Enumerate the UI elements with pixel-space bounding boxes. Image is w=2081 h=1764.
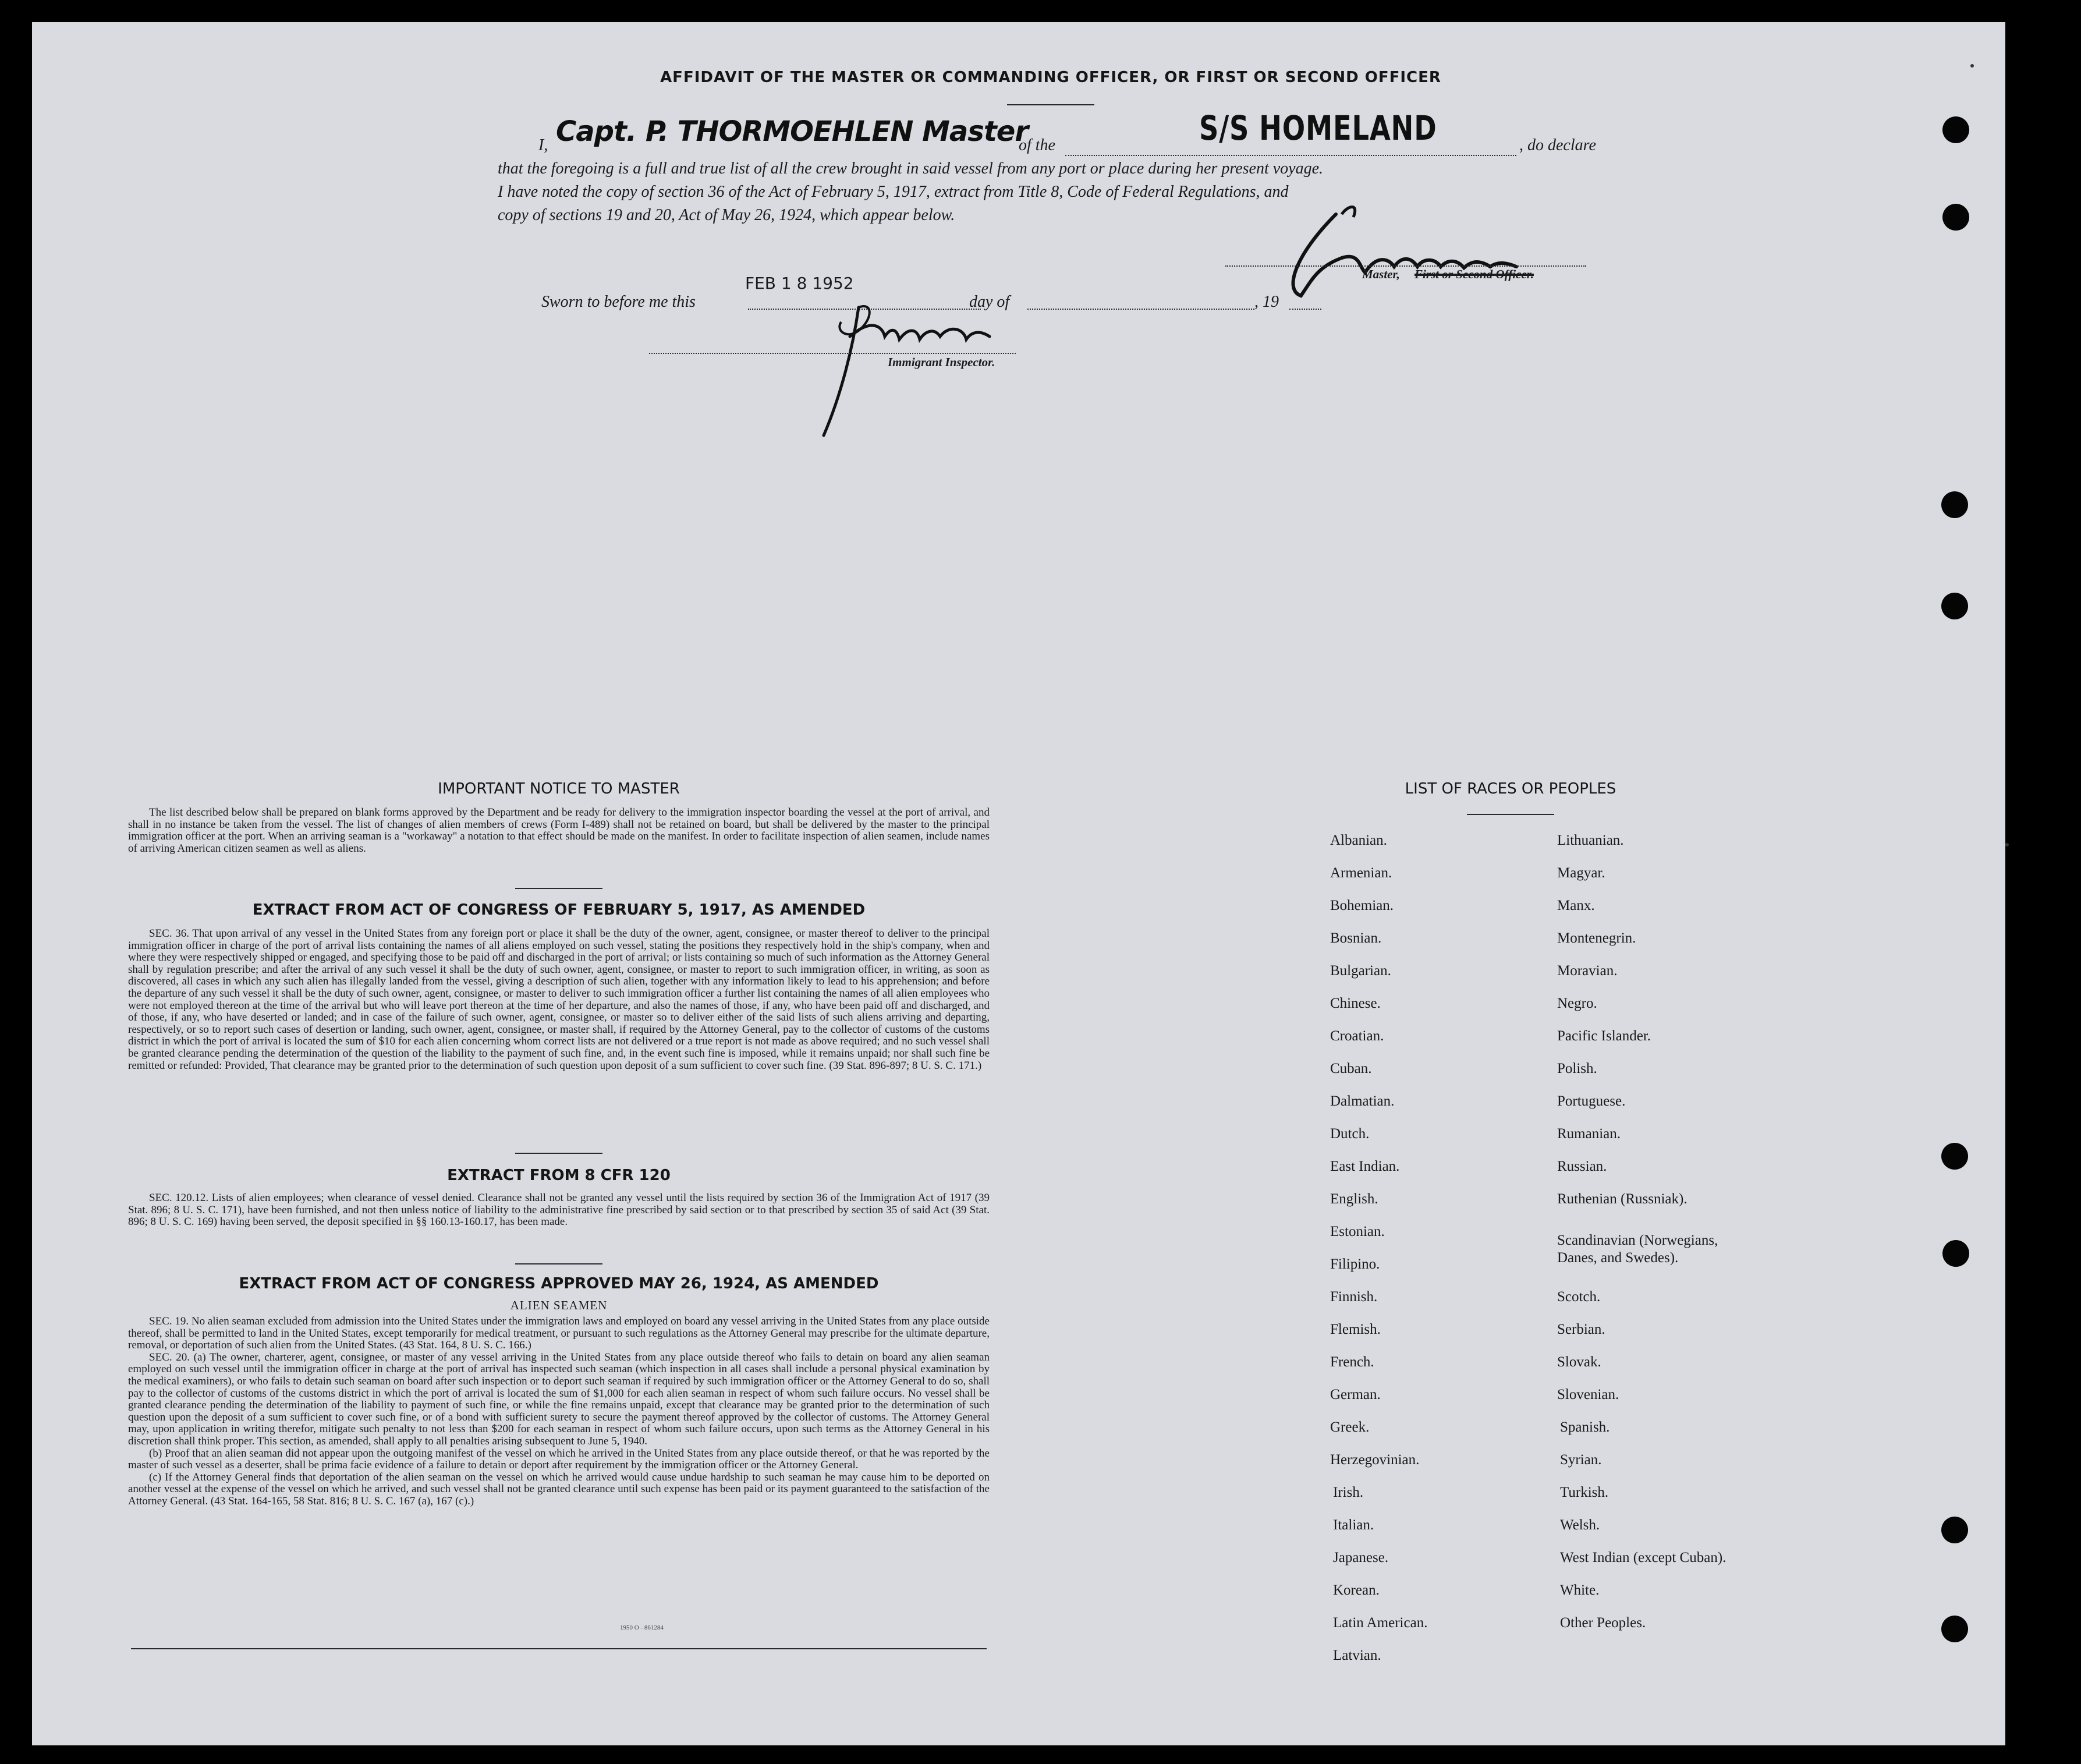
master-signature-line (1225, 265, 1586, 267)
races-rule (1467, 814, 1554, 815)
prefix-i: I, (538, 136, 548, 154)
binder-hole (1941, 1143, 1968, 1170)
print-code: 1950 O - 861284 (620, 1624, 664, 1631)
binder-hole (1942, 204, 1969, 231)
race-right: Turkish. (1560, 1485, 1609, 1500)
extract-1917-rule (515, 1153, 602, 1154)
extract-1917-text (128, 928, 990, 1072)
race-right: Scandinavian (Norwegians, Danes, and Swedes). (1557, 1232, 1718, 1266)
sec-36-paragraph: SEC. 36. That upon arrival of any vessel in the United States from any foreign port or place it shall be the duty of the owner, agent, consignee, or master thereof to deliver to the principal immigration officer in charge of the port of arrival lists containing the names of all aliens employed on such vessel, stating the positions they respectively hold in the ship's company, when and where they were respectively shipped or engaged, and specifying those to be paid off and discharged in the port of arrival; or lists containing so much of such information as the Attorney General shall by regulation prescribe; and after the arrival of any such vessel it shall be the duty of such owner, agent, consignee, or master to report to such immigration officer, in writing, as soon as discovered, all cases in which any such alien has illegally landed from the vessel, giving a description of such alien, together with any information likely to lead to his apprehension; and before the departure of any such vessel it shall be the duty of such owner, agent, consignee, or master to deliver to such immigration officer a further list containing the names of all alien employees who were not employed thereon at the time of the arrival but who will leave port thereon at the time of her departure, and also the names of those, if any, who have been paid off and discharged, and of those, if any, who have deserted or landed; and in case of the failure of such owner, agent, consignee, or master so to deliver either of the said lists of such aliens arriving and departing, respectively, or so to report such cases of desertion or landing, such owner, agent, consignee, or master shall, if required by the Attorney General, pay to the collector of customs of the customs district in which the port of arrival is located the sum of $10 for each alien concerning whom correct lists are not delivered or a true report is not made as above required; and no such vessel shall be granted clearance pending the determination of the question of the liability to the payment of such fine, and, in the event such fine is imposed, while it remains unpaid; nor shall such fine be remitted or refunded: Provided, That clearance may be granted prior to the determination of such question upon deposit of a sum sufficient to cover such fine. (39 Stat. 896-897; 8 U. S. C. 171.) (128, 927, 990, 1072)
document-page (32, 22, 2005, 1745)
sec-20a-paragraph: SEC. 20. (a) The owner, charterer, agent, consignee, or master of any vessel arriving in the United States from any place outside thereof who fails to detain on board any alien seaman employed on such vessel until the immigration officer in charge at the port of arrival has inspected such seaman (which inspection in all cases shall include a personal physical examination by the medical examiners), or who fails to detain such seaman on board after such inspection or to deport such seaman if required by such immigration officer or the Attorney General to do so, shall pay to the collector of customs of the customs district in which the port of arrival is located the sum of $1,000 for each alien seaman in respect of whom such failure occurs. No vessel shall be granted clearance pending the determination of the liability to payment of such fine, or while the fine remains unpaid, except that clearance may be granted prior to the determination of such question upon the deposit of a sum sufficient to cover such fine, or of a bond with sufficient surety to secure the payment thereof approved by the collector of customs. The Attorney General may, upon application in writing therefor, mitigate such penalty to not less than $200 for each seaman in respect of whom such failure occurs, upon such terms as the Attorney General in his discretion shall think proper. This section, as amended, shall apply to all penalties arising subsequent to June 5, 1940. (128, 1351, 990, 1447)
paper-speck (2005, 843, 2009, 846)
notice-rule (515, 888, 602, 889)
race-left: Latin American. (1333, 1615, 1428, 1631)
cfr-rule (515, 1263, 602, 1264)
binder-hole (1942, 116, 1969, 143)
extract-1924-text (128, 1316, 990, 1508)
affidavit-line-2: that the foregoing is a full and true list of all the crew brought in said vessel from any port or place during her present voyage. (498, 160, 1324, 178)
affidavit-line-4: copy of sections 19 and 20, Act of May 26, 1924, which appear below. (498, 206, 955, 224)
race-right: Slovenian. (1557, 1387, 1619, 1402)
race-left: Greek. (1330, 1419, 1370, 1435)
year-prefix-label: , 19 (1254, 293, 1279, 311)
notice-text (128, 807, 990, 855)
race-right: Spanish. (1560, 1419, 1610, 1435)
race-right: Moravian. (1557, 963, 1618, 979)
race-left: Irish. (1333, 1485, 1364, 1500)
cfr-text (128, 1192, 990, 1228)
race-left: Bosnian. (1330, 930, 1382, 946)
do-declare-label: , do declare (1519, 136, 1596, 154)
race-left: English. (1330, 1191, 1378, 1207)
extract-1924-title: EXTRACT FROM ACT OF CONGRESS APPROVED MAY 26, 1924, AS AMENDED (239, 1275, 879, 1292)
affidavit-title: AFFIDAVIT OF THE MASTER OR COMMANDING OFFICER, OR FIRST OR SECOND OFFICER (660, 69, 1441, 86)
race-right: Slovak. (1557, 1354, 1601, 1370)
inspector-signature (771, 296, 1039, 447)
race-left: Italian. (1333, 1517, 1374, 1533)
race-left: Latvian. (1333, 1648, 1381, 1663)
race-left: Bulgarian. (1330, 963, 1391, 979)
vessel-name-line (1065, 155, 1516, 156)
race-right: Montenegrin. (1557, 930, 1636, 946)
race-right: Portuguese. (1557, 1093, 1626, 1109)
race-left: Dalmatian. (1330, 1093, 1395, 1109)
race-left: French. (1330, 1354, 1374, 1370)
race-left: Albanian. (1330, 833, 1387, 848)
sworn-label: Sworn to before me this (541, 293, 696, 311)
binder-hole (1942, 1240, 1969, 1267)
sworn-year-line (1289, 309, 1321, 310)
race-right: Manx. (1557, 898, 1595, 913)
vessel-name: S/S HOMELAND (1199, 108, 1437, 148)
alien-seamen-subtitle: ALIEN SEAMEN (510, 1298, 608, 1312)
cfr-title: EXTRACT FROM 8 CFR 120 (447, 1167, 671, 1184)
sec-20c-paragraph: (c) If the Attorney General finds that deportation of the alien seaman on the vessel on which he arrived would cause undue hardship to such seaman he may cause him to be deported on another vessel at the expense of the vessel on which he arrived, and such vessel shall not be granted clearance until such expense has been paid or its payment guaranteed to the satisfaction of the Attorney General. (43 Stat. 164-165, 58 Stat. 816; 8 U. S. C. 167 (a), 167 (c).) (128, 1471, 990, 1507)
struck-officer-label: First or Second Officer. (1414, 267, 1534, 281)
race-right: Welsh. (1560, 1517, 1600, 1533)
race-right: West Indian (except Cuban). (1560, 1550, 1727, 1565)
race-left: Finnish. (1330, 1289, 1378, 1305)
affidavit-line-3: I have noted the copy of section 36 of the Act of February 5, 1917, extract from Title 8, Code of Federal Regulations, and (498, 183, 1289, 201)
race-right: Negro. (1557, 996, 1597, 1011)
race-right: Pacific Islander. (1557, 1028, 1651, 1044)
notice-paragraph: The list described below shall be prepared on blank forms approved by the Department and be ready for delivery to the immigration inspector boarding the vessel at the port of arrival, and shall in no instance be taken from the vessel. The list of changes of alien members of crews (Form I-489) shall not be retained on board, but shall be delivered by the master to the principal immigration officer at the port. When an arriving seaman is a "workaway" a notation to that effect should be made on the manifest. In order to facilitate inspection of alien seamen, include names of arriving American citizen seamen as well as aliens. (128, 806, 990, 855)
race-left: Flemish. (1330, 1322, 1381, 1337)
race-right: Magyar. (1557, 865, 1605, 881)
race-left: Korean. (1333, 1582, 1380, 1598)
binder-hole (1941, 1616, 1968, 1642)
race-left: Bohemian. (1330, 898, 1394, 913)
race-left: East Indian. (1330, 1159, 1400, 1174)
notice-title: IMPORTANT NOTICE TO MASTER (438, 780, 680, 798)
day-of-label: day of (969, 293, 1010, 311)
race-left: Filipino. (1330, 1256, 1380, 1272)
sworn-month-line (1027, 309, 1254, 310)
race-right: Syrian. (1560, 1452, 1602, 1468)
race-left: Armenian. (1330, 865, 1392, 881)
title-rule (1007, 104, 1094, 105)
race-left: Dutch. (1330, 1126, 1370, 1142)
race-right: White. (1560, 1582, 1600, 1598)
inspector-signature-line (649, 353, 1016, 354)
handwritten-master-name: Capt. P. THORMOEHLEN Master (556, 115, 1028, 148)
binder-hole (1941, 1517, 1968, 1543)
race-right: Rumanian. (1557, 1126, 1621, 1142)
extract-1917-title: EXTRACT FROM ACT OF CONGRESS OF FEBRUARY 5, 1917, AS AMENDED (252, 901, 866, 919)
race-left: Cuban. (1330, 1061, 1372, 1076)
race-right: Lithuanian. (1557, 833, 1624, 848)
paper-speck (1970, 64, 1974, 68)
race-right: Ruthenian (Russniak). (1557, 1191, 1688, 1207)
race-right: Russian. (1557, 1159, 1607, 1174)
binder-hole (1941, 491, 1968, 518)
race-left: Japanese. (1333, 1550, 1389, 1565)
race-left: Estonian. (1330, 1224, 1385, 1239)
sec-19-paragraph: SEC. 19. No alien seaman excluded from admission into the United States under the immigration laws and employed on board any vessel arriving in the United States from any place outside thereof, shall be permitted to land in the United States, except temporarily for medical treatment, or pursuant to such regulations as the Attorney General may prescribe for the ultimate departure, removal, or deportation of such alien from the United States. (43 Stat. 164, 8 U. S. C. 166.) (128, 1315, 990, 1352)
sec-20b-paragraph: (b) Proof that an alien seaman did not appear upon the outgoing manifest of the vessel on which he arrived in the United States from any place outside thereof, or that he was reported by the master of such vessel as a deserter, shall be prima facie evidence of a failure to detain or deport after requirement by the immigration officer or the Attorney General. (128, 1447, 990, 1472)
race-right: Serbian. (1557, 1322, 1605, 1337)
race-right: Other Peoples. (1560, 1615, 1646, 1631)
races-title: LIST OF RACES OR PEOPLES (1405, 780, 1616, 798)
inspector-label: Immigrant Inspector. (888, 355, 995, 369)
master-label: Master, (1362, 267, 1400, 281)
race-left: Chinese. (1330, 996, 1381, 1011)
sec-120-12-paragraph: SEC. 120.12. Lists of alien employees; when clearance of vessel denied. Clearance shall not be granted any vessel until the lists required by section 36 of the Immigration Act of 1917 (39 Stat. 896; 8 U. S. C. 171), have been furnished, and not then unless notice of liability to the administrative fine prescribed by said section or to that prescribed by section 35 of said Act (39 Stat. 896; 8 U. S. C. 169) having been served, the deposit specified in §§ 160.13-160.17, has been made. (128, 1192, 990, 1228)
race-left: Herzegovinian. (1330, 1452, 1420, 1468)
race-left: Croatian. (1330, 1028, 1384, 1044)
master-signature (1260, 203, 1586, 307)
of-the-label: of the (1019, 136, 1055, 154)
binder-hole (1941, 593, 1968, 619)
bottom-rule (131, 1648, 987, 1649)
race-right: Scotch. (1557, 1289, 1601, 1305)
race-left: German. (1330, 1387, 1381, 1402)
date-stamp: FEB 1 8 1952 (745, 274, 854, 293)
race-right: Polish. (1557, 1061, 1597, 1076)
